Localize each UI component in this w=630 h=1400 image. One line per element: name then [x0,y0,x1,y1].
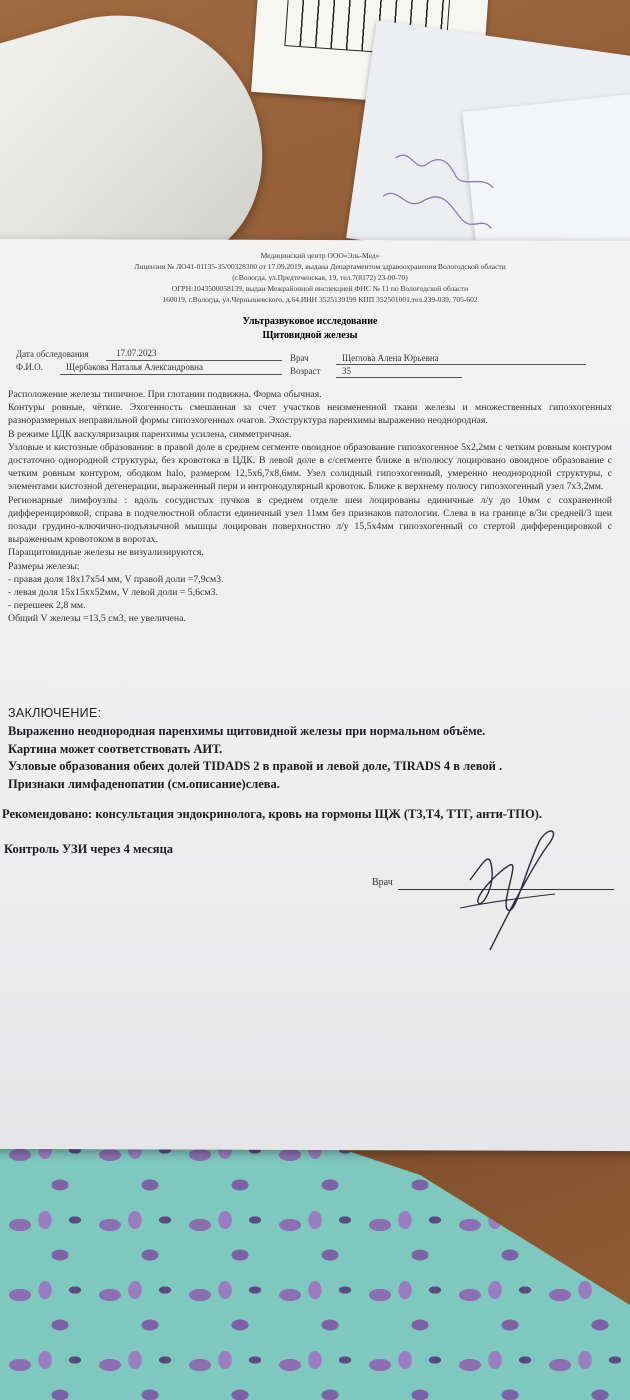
report-subtitle: Щитовидной железы [262,330,358,341]
clinic-name: Медицинский центр ООО«Эль-Мед» [260,251,380,260]
exam-date-underline [106,360,282,361]
recommendation-text: Рекомендовано: консультация эндокринолога, кровь на гормоны ЩЖ (Т3,Т4, ТТГ, анти-ТПО). [2,807,543,821]
isthmus-size: - перешеек 2,8 мм. [8,600,86,612]
signature-label: Врач [372,877,393,888]
gland-size-heading: Размеры железы: [8,560,80,572]
patient-name-label: Ф.И.О. [16,362,43,372]
clinic-ogrn: ОГРН:1043500058139, выдан Межрайонной инспекцией ФНС № 11 по Вологодской области [171,284,469,293]
parathyroid-glands: Паращитовидные железы не визуализируются. [8,547,204,559]
nodules-description: Узловые и кистозные образования: в правой доле в среднем сегменте овоидное образование гипоэхогенное 5х2,2мм с четким ровным контуром достаточно однородной структуры, без кровотока в ЦДК. В левой доле в с/сегменте ближе в н/полюсу лоцировано овоидное образование с четким ровным контуром, ободком halo, размером 12,5х6,7х8,6мм. Узел солидный гипоэхогенный, умеренно неоднородной структуры, с элементами кистозной дегенерации, выраженный пери и интронодулярный кровоток. Ближе к верхнему полюсу гипоэхогенный узел 7х3,2мм. [8,441,612,493]
lymph-nodes-description: Регионарные лимфоузлы : вдоль сосудистых пучков в среднем отделе шеи лоцированы единичные л/у до 10мм с сохраненной дифференцировкой, справа в подчелюстной области единичный узел 11мм без признаков патологии. Слева в на границе в/3и средней/3 шеи позади грудино-ключично-подъязычной мышцы лоцирован поверхностно л/у 15,5х4мм гипоэхогенный со стертой дифференцировкой с выраженным кровотоком в воротах. [8,494,612,546]
conclusion-heading: ЗАКЛЮЧЕНИЕ: [8,706,102,720]
gland-contours: Контуры ровные, чёткие. Эхогенность смешанная за счет участков неизмененной ткани железы и множественных гипоэхогенных разноразмерных неправильной формы гипоэхогенных очагов. Эхоструктура паренхимы выраженно неоднородная. [8,402,612,427]
patient-name-value: Щербакова Наталья Александровна [66,362,203,372]
doctor-signature-icon [430,810,580,960]
left-lobe-size: - левая доля 15х15хх52мм, V левой доли = 5,6см3. [8,587,218,599]
report-title: Ультразвуковое исследование [242,316,378,327]
right-lobe-size: - правая доля 18х17х54 мм, V правой доли =7,9см3. [8,573,224,585]
conclusion-line-4: Признаки лимфаденопатии (см.описание)слева. [8,776,280,791]
patient-name-underline [60,374,282,375]
exam-date-value: 17.07.2023 [116,348,157,358]
conclusion-block [8,723,608,793]
gland-position: Расположение железы типичное. При глотании подвижна. Форма обычная. [8,389,322,400]
clinic-address-2: 160019, г.Вологда, ул.Чернышевского, д.64,ИНН 3525139199 КПП 352501001,тел.239-039, 705-602 [162,295,478,304]
report-body [8,388,612,626]
conclusion-line-1: Выраженно неоднородная паренхимы щитовидной железы при нормальном объёме. [8,724,486,738]
control-followup: Контроль УЗИ через 4 месяца [4,842,174,856]
doctor-value: Щеглова Алена Юрьевна [342,353,439,363]
age-underline [336,377,462,378]
conclusion-line-2: Картина может соответствовать АИТ. [8,741,223,756]
doctor-label: Врач [290,353,309,363]
conclusion-line-3: Узловые образования обеих долей TIDADS 2 в правой и левой доле, TIRADS 4 в левой . [8,759,503,773]
exam-date-label: Дата обследования [16,349,89,359]
doctor-underline [336,364,586,365]
total-volume: Общий V железы =13,5 см3, не увеличена. [8,613,186,625]
clinic-license: Лицензия № ЛО41-01135-35/00328300 от 17.09.2019, выдана Департаментом здравоохранения Вологодской области [134,262,506,271]
age-value: 35 [342,366,351,376]
clinic-address: (г.Вологда, ул.Предтеченская, 19, тел.7(8172) 23-00-70) [232,273,408,282]
age-label: Возраст [290,366,321,376]
doppler-vascularization: В режиме ЦДК васкуляризация паренхимы усилена, симметричная. [8,428,292,440]
clinic-header [70,250,570,305]
